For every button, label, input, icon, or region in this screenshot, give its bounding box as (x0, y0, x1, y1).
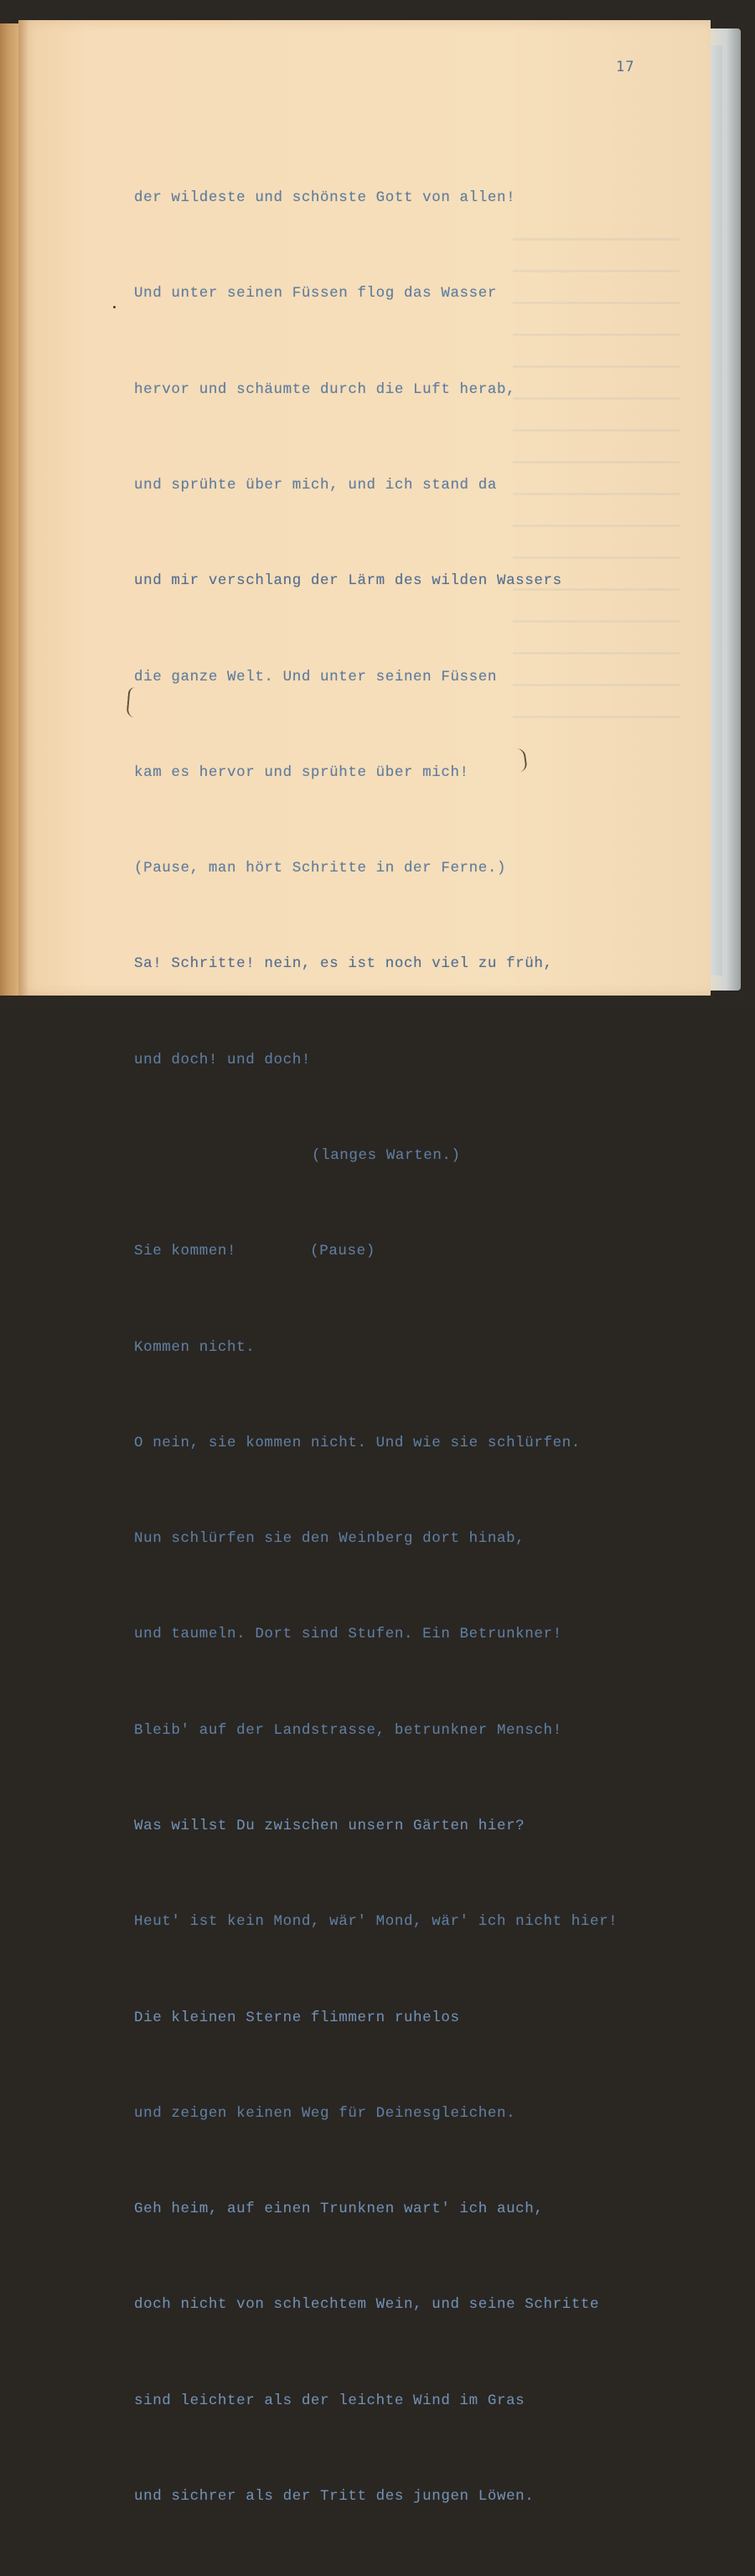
left-page-edge (0, 23, 18, 996)
text-line-with-direction (134, 1235, 654, 1267)
text-line: Sa! Schritte! nein, es ist noch viel zu früh, (134, 955, 553, 973)
text-line: die ganze Welt. Und unter seinen Füssen (134, 668, 497, 685)
text-line: doch nicht von schlechtem Wein, und seine Schritte (134, 2296, 600, 2314)
text-line: Bleib' auf der Landstrasse, betrunkner Mensch! (134, 1721, 562, 1739)
text-line: der wildeste und schönste Gott von allen! (134, 189, 516, 207)
text-line: und doch! und doch! (134, 1051, 311, 1068)
text-line: Heut' ist kein Mond, wär' Mond, wär' ich nicht hier! (134, 1913, 618, 1931)
text-line: Nun schlürfen sie den Weinberg dort hinab, (134, 1530, 525, 1548)
text-line: Was willst Du zwischen unsern Gärten hier? (134, 1817, 525, 1834)
stage-direction: (Pause, man hört Schritte in der Ferne.) (134, 860, 507, 877)
text-line: Geh heim, auf einen Trunknen wart' ich auch, (134, 2201, 544, 2218)
text-line: O nein, sie kommen nicht. Und wie sie schlürfen. (134, 1434, 581, 1451)
text-line: kam es hervor und sprühte über mich! (134, 763, 469, 781)
stage-direction: (Pause) (310, 1243, 375, 1260)
text-line: Kommen nicht. (134, 1338, 256, 1356)
typescript-text (134, 118, 654, 2576)
ink-dot (113, 306, 116, 308)
page-number: 17 (616, 59, 635, 75)
text-line: hervor und schäumte durch die Luft herab, (134, 380, 516, 398)
text-line: und sprühte über mich, und ich stand da (134, 477, 497, 494)
text-line: und taumeln. Dort sind Stufen. Ein Betrunkner! (134, 1626, 562, 1643)
text-line: Und unter seinen Füssen flog das Wasser (134, 285, 497, 303)
text-line: und sichrer als der Tritt des jungen Löwen. (134, 2487, 535, 2505)
text-line: Die kleinen Sterne flimmern ruhelos (134, 2009, 460, 2026)
text-line: und mir verschlang der Lärm des wilden Wassers (134, 572, 562, 590)
spoken-line: Sie kommen! (134, 1243, 237, 1260)
stage-direction: (langes Warten.) (312, 1147, 461, 1164)
text-line: sind leichter als der leichte Wind im Gras (134, 2392, 525, 2409)
text-line: und zeigen keinen Weg für Deinesgleichen. (134, 2104, 516, 2122)
